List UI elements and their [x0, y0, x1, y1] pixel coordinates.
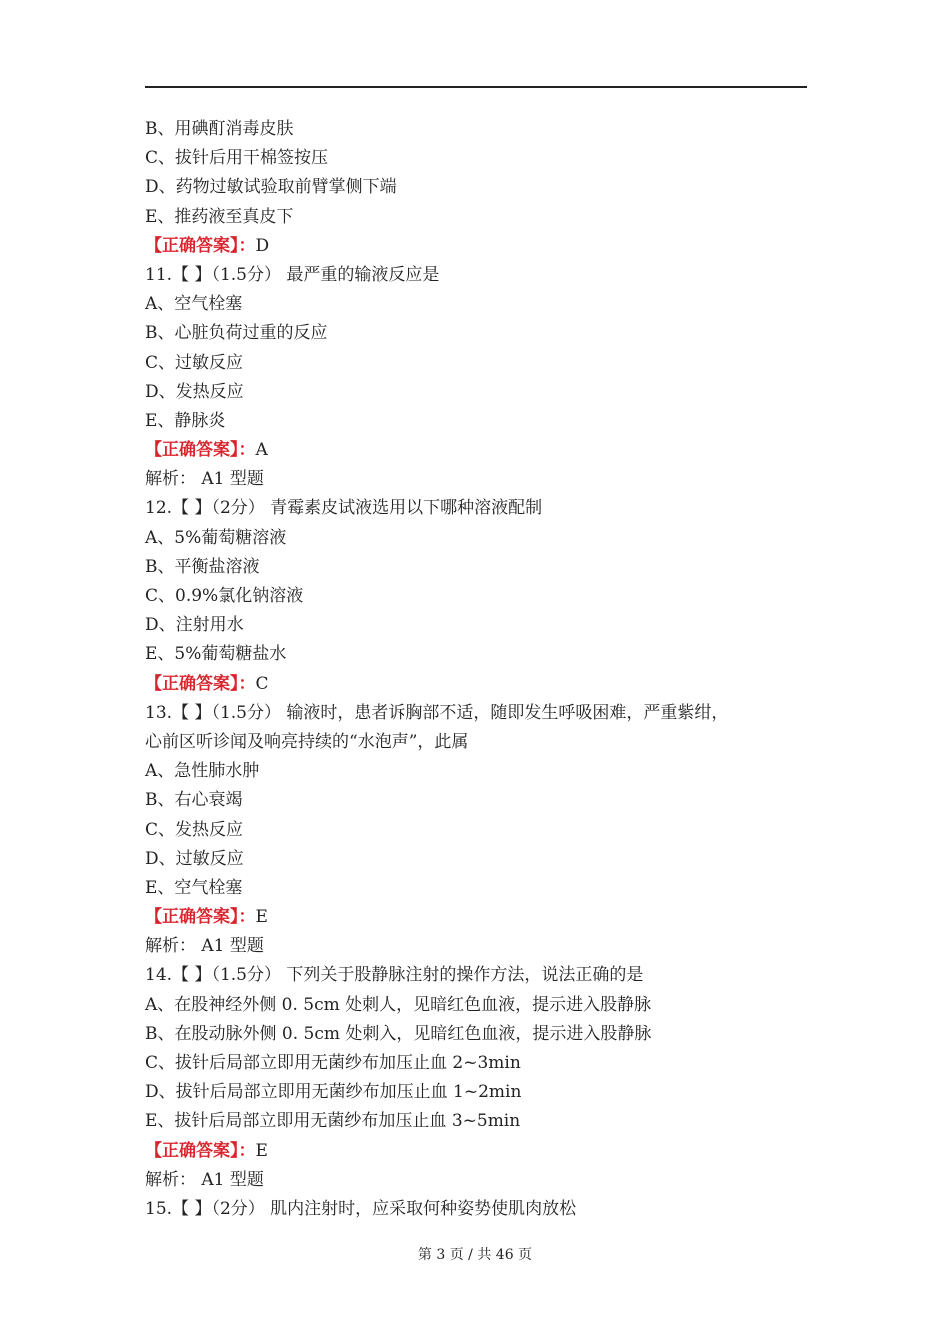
answer-label: 【正确答案】：: [145, 673, 256, 694]
answer-value: D: [255, 235, 270, 256]
answer-label: 【正确答案】：: [145, 235, 256, 256]
answer-option: A、急性肺水肿: [145, 761, 260, 782]
analysis-line: 解析： A1 型题: [145, 1169, 264, 1190]
question-stem: 11.【 】（1.5分） 最严重的输液反应是: [145, 264, 440, 285]
answer-option: C、拔针后局部立即用无菌纱布加压止血 2~3min: [145, 1053, 521, 1073]
answer-option: D、过敏反应: [145, 848, 244, 869]
answer-value: A: [255, 440, 268, 461]
answer-option: C、0.9%氯化钠溶液: [145, 586, 304, 606]
answer-option: B、在股动脉外侧 0. 5cm 处刺入，见暗红色血液，提示进入股静脉: [145, 1023, 652, 1044]
header-rule: [145, 86, 807, 88]
answer-option: C、拔针后用干棉签按压: [145, 148, 329, 169]
answer-option: D、注射用水: [145, 615, 244, 636]
answer-option: E、静脉炎: [145, 410, 226, 431]
question-stem: 14.【 】（1.5分） 下列关于股静脉注射的操作方法，说法正确的是: [145, 965, 644, 986]
document-body: [145, 115, 810, 1224]
answer-option: B、心脏负荷过重的反应: [145, 323, 328, 344]
answer-option: B、用碘酊消毒皮肤: [145, 119, 294, 139]
answer-option: B、右心衰竭: [145, 790, 243, 811]
analysis-line: 解析： A1 型题: [145, 936, 264, 957]
answer-value: E: [255, 907, 268, 928]
answer-option: C、过敏反应: [145, 352, 244, 373]
answer-label: 【正确答案】：: [145, 440, 256, 461]
answer-option: A、5%葡萄糖溶液: [145, 527, 287, 548]
answer-option: E、5%葡萄糖盐水: [145, 644, 287, 665]
answer-option: E、推药液至真皮下: [145, 206, 294, 227]
answer-option: D、拔针后局部立即用无菌纱布加压止血 1~2min: [145, 1082, 522, 1103]
answer-option: C、发热反应: [145, 819, 244, 840]
correct-answer: [145, 232, 810, 261]
analysis-line: 解析： A1 型题: [145, 469, 264, 490]
correct-answer: [145, 1137, 810, 1166]
correct-answer: [145, 903, 810, 932]
answer-option: E、空气栓塞: [145, 877, 243, 898]
answer-option: E、拔针后局部立即用无菌纱布加压止血 3~5min: [145, 1111, 521, 1132]
answer-label: 【正确答案】：: [145, 1140, 256, 1161]
answer-value: C: [255, 673, 269, 694]
answer-option: A、空气栓塞: [145, 294, 243, 315]
answer-option: B、平衡盐溶液: [145, 556, 260, 577]
page-footer: 第 3 页 / 共 46 页: [417, 1247, 533, 1263]
answer-label: 【正确答案】：: [145, 907, 256, 928]
correct-answer: [145, 670, 810, 699]
correct-answer: [145, 436, 810, 465]
answer-option: D、发热反应: [145, 381, 244, 402]
question-stem: 心前区听诊闻及响亮持续的“水泡声”，此属: [145, 731, 469, 752]
answer-option: D、药物过敏试验取前臂掌侧下端: [145, 177, 397, 198]
question-stem: 13.【 】（1.5分） 输液时，患者诉胸部不适，随即发生呼吸困难，严重紫绀，: [145, 702, 729, 723]
answer-value: E: [255, 1140, 268, 1161]
answer-option: A、在股神经外侧 0. 5cm 处刺人，见暗红色血液，提示进入股静脉: [145, 994, 652, 1015]
question-stem: 12.【 】（2分） 青霉素皮试液选用以下哪种溶液配制: [145, 498, 543, 519]
question-stem: 15.【 】（2分） 肌内注射时，应采取何种姿势使肌肉放松: [145, 1198, 577, 1219]
